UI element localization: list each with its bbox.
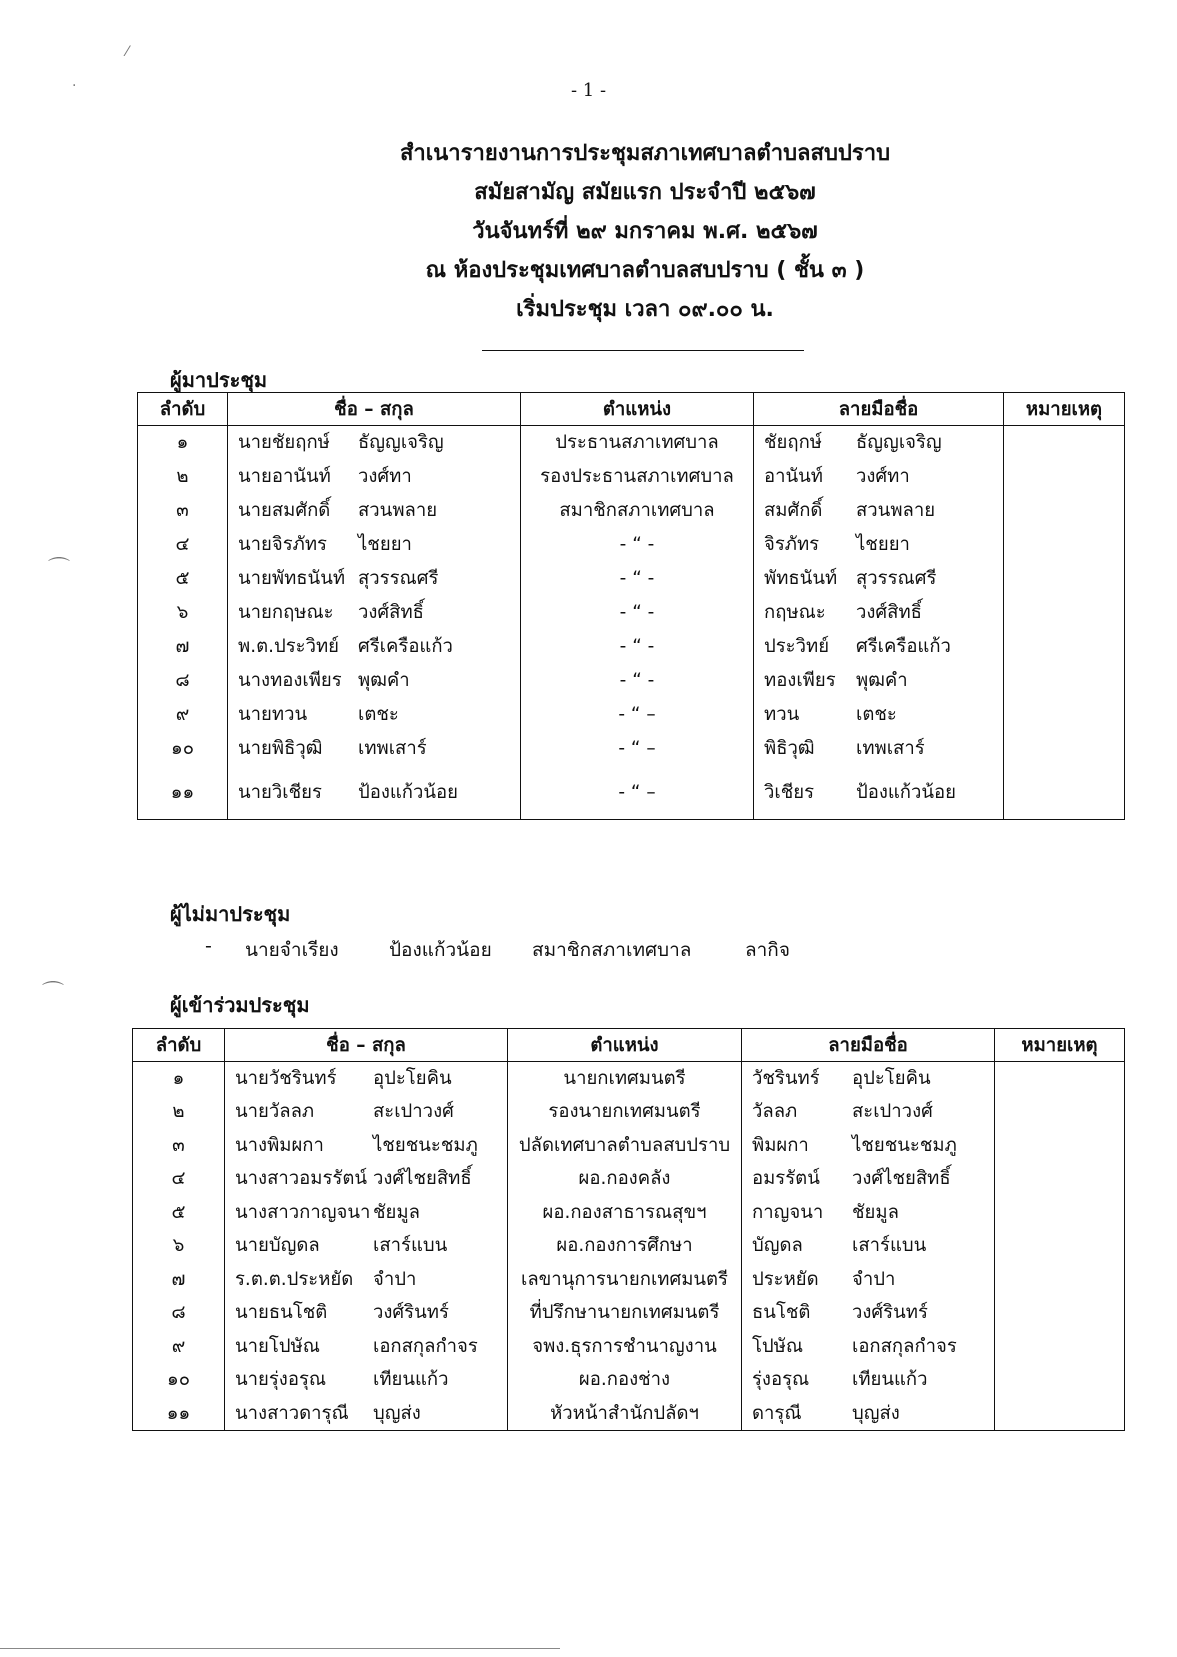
order-cell [138, 664, 228, 698]
table-row [138, 630, 1125, 664]
participants-label: ผู้เข้าร่วมประชุม [170, 993, 310, 1017]
name-cell [225, 1129, 508, 1163]
signature-cell [754, 596, 1004, 630]
signature-last: เอกสกุลกำจร [852, 1335, 957, 1357]
order-cell [138, 732, 228, 766]
remark-cell [995, 1229, 1125, 1263]
signature-first: ทวน [764, 704, 800, 725]
name-first: นางพิมผกา [235, 1134, 324, 1156]
position-text: - “ – [618, 781, 656, 803]
attendees-label: ผู้มาประชุม [170, 368, 268, 392]
row-number: ๕ [175, 568, 190, 589]
row-number: ๒ [172, 1101, 185, 1123]
table-row [133, 1196, 1125, 1230]
signature-first: วัชรินทร์ [752, 1068, 820, 1089]
signature-first: โปษัณ [752, 1335, 804, 1357]
remark-cell [995, 1095, 1125, 1129]
position-text: ผอ.กองคลัง [578, 1168, 671, 1190]
name-last: วงศ์ไชยสิทธิ์ [373, 1168, 472, 1190]
row-number: ๔ [175, 534, 190, 555]
table-row [138, 766, 1125, 820]
position-text: หัวหน้าสำนักปลัดฯ [550, 1402, 699, 1424]
signature-last: ธัญญเจริญ [856, 432, 942, 454]
remark-cell [995, 1162, 1125, 1196]
name-cell [225, 1363, 508, 1397]
signature-first: ชัยฤกษ์ [764, 432, 822, 454]
name-first: ร.ต.ต.ประหยัด [235, 1268, 354, 1290]
position-text: ผอ.กองสาธารณสุขฯ [542, 1201, 707, 1223]
order-cell [138, 596, 228, 630]
order-cell [138, 562, 228, 596]
order-cell [133, 1330, 225, 1364]
row-number: ๖ [176, 602, 189, 623]
position-text: - “ - [619, 534, 655, 555]
position-cell [508, 1397, 742, 1431]
signature-cell [742, 1363, 995, 1397]
name-cell [228, 596, 521, 630]
position-text: - “ - [619, 670, 655, 691]
position-text: - “ – [618, 704, 656, 725]
header-order: ลำดับ [138, 393, 228, 426]
table-row [138, 698, 1125, 732]
name-first: นางทองเพียร [238, 670, 342, 691]
absent-last-name: ป้องแก้วน้อย [389, 939, 492, 961]
name-cell [228, 562, 521, 596]
row-number: ๑ [172, 1068, 185, 1089]
row-number: ๙ [171, 1335, 186, 1357]
name-cell [228, 766, 521, 820]
signature-last: เทียนแก้ว [852, 1369, 928, 1391]
name-cell [228, 494, 521, 528]
name-first: นายอานันท์ [238, 466, 331, 487]
row-number: ๑๑ [170, 781, 195, 803]
position-cell [508, 1229, 742, 1263]
position-cell [508, 1062, 742, 1096]
row-number: ๗ [175, 636, 190, 657]
signature-first: วิเชียร [764, 781, 815, 803]
table-row [138, 664, 1125, 698]
position-text: ผอ.กองการศึกษา [556, 1235, 693, 1257]
name-last: ธัญญเจริญ [358, 432, 444, 454]
signature-cell [742, 1095, 995, 1129]
name-cell [225, 1296, 508, 1330]
name-cell [228, 528, 521, 562]
page-bottom-edge [0, 1648, 560, 1649]
order-cell [138, 698, 228, 732]
signature-cell [742, 1062, 995, 1096]
name-first: นายพัทธนันท์ [238, 568, 346, 589]
name-last: ป้องแก้วน้อย [358, 781, 458, 803]
position-cell [521, 562, 754, 596]
heading-line-5: เริ่มประชุม เวลา ๐๙.๐๐ น. [516, 297, 774, 322]
remark-cell [1004, 528, 1125, 562]
header-remark: หมายเหตุ [995, 1029, 1125, 1062]
heading-line-3: วันจันทร์ที่ ๒๙ มกราคม พ.ศ. ๒๕๖๗ [472, 219, 818, 244]
position-text: เลขานุการนายกเทศมนตรี [521, 1268, 728, 1290]
table-header-row [133, 1029, 1125, 1062]
name-last: สุวรรณศรี [358, 568, 439, 589]
table-row [133, 1330, 1125, 1364]
absent-label: ผู้ไม่มาประชุม [170, 902, 291, 926]
scan-mark: ⁄ [126, 44, 129, 60]
row-number: ๑ [176, 432, 189, 454]
heading-line-2: สมัยสามัญ สมัยแรก ประจำปี ๒๕๖๗ [474, 180, 816, 205]
name-first: นายพิธิวุฒิ [238, 738, 323, 759]
position-cell [508, 1129, 742, 1163]
heading-line-4: ณ ห้องประชุมเทศบาลตำบลสบปราบ ( ชั้น ๓ ) [425, 258, 865, 283]
signature-last: ศรีเครือแก้ว [856, 636, 951, 657]
table-row [133, 1095, 1125, 1129]
row-number: ๒ [176, 466, 189, 487]
name-last: เอกสกุลกำจร [373, 1335, 478, 1357]
order-cell [133, 1129, 225, 1163]
name-last: ไชยยา [358, 534, 412, 555]
position-cell [521, 494, 754, 528]
header-signature: ลายมือชื่อ [742, 1029, 995, 1062]
table-row [133, 1363, 1125, 1397]
position-cell [508, 1095, 742, 1129]
table-row [133, 1397, 1125, 1431]
position-text: - “ – [618, 738, 656, 759]
signature-first: ทองเพียร [764, 670, 836, 691]
table-row [133, 1296, 1125, 1330]
order-cell [138, 426, 228, 460]
order-cell [133, 1162, 225, 1196]
name-last: วงศ์สิทธิ์ [358, 602, 424, 623]
header-position: ตำแหน่ง [521, 393, 754, 426]
order-cell [133, 1397, 225, 1431]
position-cell [508, 1363, 742, 1397]
signature-cell [742, 1296, 995, 1330]
row-number: ๓ [172, 1134, 185, 1156]
signature-cell [754, 766, 1004, 820]
signature-first: จิรภัทร [764, 534, 820, 555]
name-first: นายสมศักดิ์ [238, 500, 331, 521]
name-cell [225, 1062, 508, 1096]
name-cell [225, 1330, 508, 1364]
position-cell [521, 766, 754, 820]
name-first: นายวัลลภ [235, 1101, 315, 1123]
name-first: นายรุ่งอรุณ [235, 1369, 327, 1391]
position-text: จพง.ธุรการชำนาญงาน [532, 1335, 717, 1357]
signature-first: ดารุณี [752, 1402, 802, 1424]
position-cell [521, 664, 754, 698]
heading-divider [482, 350, 804, 351]
position-text: นายกเทศมนตรี [563, 1068, 686, 1089]
row-number: ๕ [171, 1201, 186, 1223]
order-cell [138, 528, 228, 562]
order-cell [138, 460, 228, 494]
name-last: ชัยมูล [373, 1201, 420, 1223]
page-number: - 1 - [570, 80, 607, 101]
signature-cell [742, 1330, 995, 1364]
signature-first: พัทธนันท์ [764, 568, 838, 589]
table-row [133, 1162, 1125, 1196]
absent-dash: - [205, 935, 212, 957]
table-row [133, 1062, 1125, 1096]
table-row [138, 732, 1125, 766]
position-text: ประธานสภาเทศบาล [555, 432, 719, 454]
name-last: อุปะโยคิน [373, 1068, 452, 1089]
name-first: นายวัชรินทร์ [235, 1068, 337, 1089]
table-row [133, 1263, 1125, 1297]
signature-first: ประวิทย์ [764, 636, 830, 657]
scan-mark: ⌒ [48, 557, 71, 582]
order-cell [133, 1363, 225, 1397]
remark-cell [995, 1330, 1125, 1364]
remark-cell [1004, 460, 1125, 494]
signature-last: วงศ์ทา [856, 466, 910, 487]
document-heading [380, 134, 910, 329]
position-text: ที่ปรึกษานายกเทศมนตรี [529, 1302, 720, 1324]
name-cell [228, 426, 521, 460]
signature-first: วัลลภ [752, 1101, 798, 1123]
header-order: ลำดับ [133, 1029, 225, 1062]
name-last: วงศ์ทา [358, 466, 412, 487]
remark-cell [1004, 698, 1125, 732]
signature-last: เสาร์แบน [852, 1235, 927, 1257]
name-cell [228, 664, 521, 698]
remark-cell [995, 1129, 1125, 1163]
signature-first: กาญจนา [752, 1201, 824, 1223]
name-last: สวนพลาย [358, 500, 438, 521]
name-cell [228, 698, 521, 732]
signature-cell [742, 1229, 995, 1263]
remark-cell [995, 1296, 1125, 1330]
position-cell [521, 460, 754, 494]
name-first: นายชัยฤกษ์ [238, 432, 330, 454]
signature-cell [754, 698, 1004, 732]
position-text: รองประธานสภาเทศบาล [540, 466, 734, 487]
position-text: - “ - [619, 636, 655, 657]
name-first: นายกฤษณะ [238, 602, 334, 623]
position-text: - “ - [619, 602, 655, 623]
order-cell [133, 1095, 225, 1129]
remark-cell [995, 1363, 1125, 1397]
signature-cell [742, 1263, 995, 1297]
position-text: ผอ.กองช่าง [578, 1369, 671, 1391]
signature-last: บุญส่ง [852, 1402, 900, 1424]
name-first: นางสาวกาญจนา [235, 1201, 371, 1223]
signature-cell [754, 664, 1004, 698]
order-cell [138, 630, 228, 664]
signature-first: พิมผกา [752, 1134, 809, 1156]
position-cell [521, 426, 754, 460]
name-cell [225, 1095, 508, 1129]
table-header-row [138, 393, 1125, 426]
absent-first-name: นายจำเรียง [245, 939, 339, 961]
signature-first: อมรรัตน์ [752, 1168, 820, 1190]
position-cell [508, 1263, 742, 1297]
name-cell [225, 1397, 508, 1431]
signature-first: รุ่งอรุณ [752, 1369, 810, 1391]
name-first: นายธนโชติ [235, 1302, 328, 1324]
name-last: เทพเสาร์ [358, 738, 427, 759]
signature-cell [754, 630, 1004, 664]
position-cell [521, 732, 754, 766]
signature-cell [754, 528, 1004, 562]
remark-cell [995, 1263, 1125, 1297]
header-signature: ลายมือชื่อ [754, 393, 1004, 426]
name-first: นายจิรภัทร [238, 534, 327, 555]
remark-cell [1004, 630, 1125, 664]
name-first: นายบัญดล [235, 1235, 320, 1257]
order-cell [133, 1062, 225, 1096]
header-name: ชื่อ – สกุล [225, 1029, 508, 1062]
row-number: ๓ [176, 500, 189, 521]
row-number: ๑๐ [170, 738, 195, 759]
name-last: วงศ์รินทร์ [373, 1302, 449, 1324]
signature-last: วงศ์รินทร์ [852, 1302, 928, 1324]
signature-first: ธนโชติ [752, 1302, 811, 1324]
order-cell [133, 1229, 225, 1263]
name-last: ศรีเครือแก้ว [358, 636, 453, 657]
table-row [138, 426, 1125, 460]
heading-line-1: สำเนารายงานการประชุมสภาเทศบาลตำบลสบปราบ [399, 141, 891, 166]
name-last: เทียนแก้ว [373, 1369, 449, 1391]
signature-first: อานันท์ [764, 466, 823, 487]
row-number: ๑๑ [166, 1402, 191, 1424]
name-last: พุฒคำ [358, 670, 410, 691]
signature-first: สมศักดิ์ [764, 500, 823, 521]
header-name: ชื่อ – สกุล [228, 393, 521, 426]
position-cell [508, 1296, 742, 1330]
position-cell [508, 1162, 742, 1196]
name-cell [225, 1162, 508, 1196]
position-text: - “ - [619, 568, 655, 589]
name-cell [225, 1229, 508, 1263]
order-cell [133, 1196, 225, 1230]
remark-cell [995, 1397, 1125, 1431]
signature-cell [754, 426, 1004, 460]
remark-cell [995, 1196, 1125, 1230]
name-first: นางสาวดารุณี [235, 1402, 349, 1424]
name-first: นายโปษัณ [235, 1335, 320, 1357]
signature-last: จำปา [852, 1268, 896, 1290]
name-last: เสาร์แบน [373, 1235, 448, 1257]
name-last: ไชยชนะชมภู [373, 1134, 478, 1156]
header-position: ตำแหน่ง [508, 1029, 742, 1062]
name-first: นายทวน [238, 704, 308, 725]
signature-last: สะเปาวงศ์ [852, 1101, 933, 1123]
position-cell [508, 1196, 742, 1230]
name-last: จำปา [373, 1268, 417, 1290]
signature-first: ประหยัด [752, 1268, 819, 1290]
signature-cell [754, 732, 1004, 766]
row-number: ๖ [172, 1235, 185, 1257]
signature-first: กฤษณะ [764, 602, 826, 623]
remark-cell [1004, 596, 1125, 630]
row-number: ๘ [171, 1302, 186, 1324]
name-cell [225, 1263, 508, 1297]
scan-mark: ⌒ [42, 981, 65, 1006]
absent-position: สมาชิกสภาเทศบาล [532, 939, 692, 961]
signature-last: ป้องแก้วน้อย [856, 781, 956, 803]
remark-cell [1004, 732, 1125, 766]
participants-table [132, 1028, 1125, 1431]
table-row [133, 1129, 1125, 1163]
order-cell [133, 1263, 225, 1297]
name-last: เตชะ [358, 704, 399, 725]
row-number: ๑๐ [166, 1369, 191, 1391]
order-cell [133, 1296, 225, 1330]
signature-last: ไชยยา [856, 534, 910, 555]
row-number: ๘ [175, 670, 190, 691]
row-number: ๙ [175, 704, 190, 725]
signature-first: พิธิวุฒิ [764, 738, 815, 759]
signature-first: บัญดล [752, 1235, 803, 1257]
signature-cell [742, 1162, 995, 1196]
name-last: สะเปาวงศ์ [373, 1101, 454, 1123]
remark-cell [1004, 664, 1125, 698]
position-text: สมาชิกสภาเทศบาล [559, 500, 715, 521]
name-first: นางสาวอมรรัตน์ [235, 1168, 367, 1190]
header-remark: หมายเหตุ [1004, 393, 1125, 426]
position-cell [521, 528, 754, 562]
position-cell [521, 630, 754, 664]
table-row [133, 1229, 1125, 1263]
table-row [138, 460, 1125, 494]
position-cell [521, 596, 754, 630]
remark-cell [995, 1062, 1125, 1096]
order-cell [138, 766, 228, 820]
signature-last: ไชยชนะชมภู [852, 1134, 957, 1156]
remark-cell [1004, 494, 1125, 528]
signature-cell [754, 460, 1004, 494]
table-row [138, 596, 1125, 630]
remark-cell [1004, 766, 1125, 820]
signature-cell [754, 494, 1004, 528]
signature-last: ชัยมูล [852, 1201, 899, 1223]
order-cell [138, 494, 228, 528]
signature-last: วงศ์ไชยสิทธิ์ [852, 1168, 951, 1190]
name-first: นายวิเชียร [238, 781, 322, 803]
name-cell [228, 732, 521, 766]
name-cell [225, 1196, 508, 1230]
remark-cell [1004, 562, 1125, 596]
attendees-table [137, 392, 1125, 820]
absent-reason: ลากิจ [745, 939, 790, 961]
name-cell [228, 460, 521, 494]
position-text: รองนายกเทศมนตรี [548, 1101, 701, 1123]
table-row [138, 562, 1125, 596]
name-first: พ.ต.ประวิทย์ [238, 636, 340, 657]
signature-last: สวนพลาย [856, 500, 936, 521]
row-number: ๔ [171, 1168, 186, 1190]
signature-cell [742, 1196, 995, 1230]
signature-last: สุวรรณศรี [856, 568, 937, 589]
signature-last: วงศ์สิทธิ์ [856, 602, 922, 623]
remark-cell [1004, 426, 1125, 460]
signature-cell [742, 1129, 995, 1163]
table-row [138, 528, 1125, 562]
scan-mark: · [72, 78, 77, 94]
signature-cell [742, 1397, 995, 1431]
signature-last: อุปะโยคิน [852, 1068, 931, 1089]
signature-last: พุฒคำ [856, 670, 908, 691]
position-text: ปลัดเทศบาลตำบลสบปราบ [518, 1134, 731, 1156]
name-cell [228, 630, 521, 664]
signature-last: เทพเสาร์ [856, 738, 925, 759]
signature-cell [754, 562, 1004, 596]
table-row [138, 494, 1125, 528]
name-last: บุญส่ง [373, 1402, 421, 1424]
signature-last: เตชะ [856, 704, 897, 725]
row-number: ๗ [171, 1268, 186, 1290]
position-cell [521, 698, 754, 732]
position-cell [508, 1330, 742, 1364]
